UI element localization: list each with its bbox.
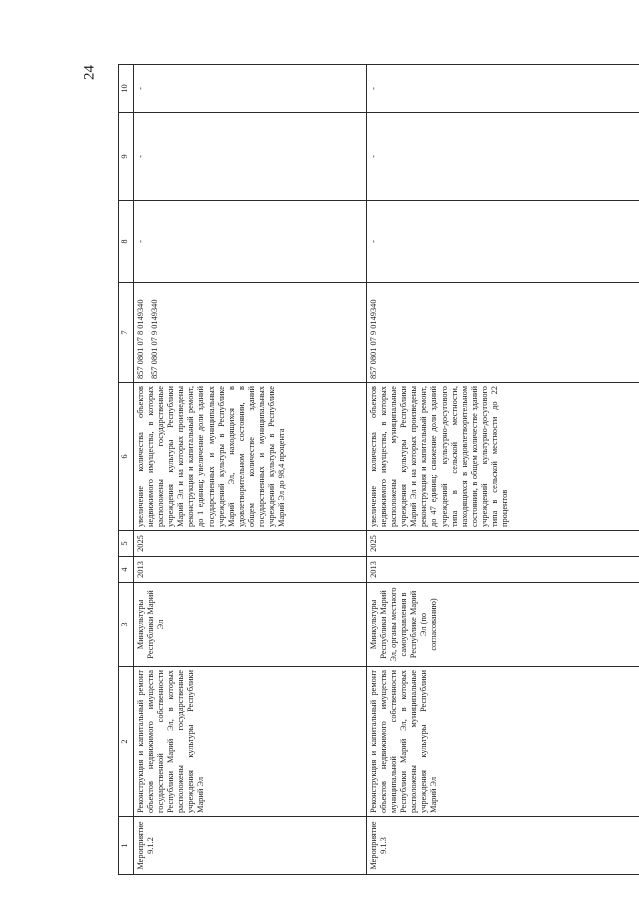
- expected-result-cell: увеличение количества объектов недвижимого имущества, в которых расположены государственные учреждения культуры Республики Марий Эл и на которых произведены реконструкция и капитальный ремонт, до 1 единиц; увеличение доли зданий государственных и муниципальных учреждений культуры в Республике Марий Эл, находящихся в удовлетворительном состоянии, в общем количестве зданий государственных и муниципальных учреждений культуры в Республике Марий Эл до 98,4 процента: [134, 383, 367, 531]
- col9-cell: -: [134, 113, 367, 201]
- header-cell-2: 2: [119, 667, 134, 817]
- end-year-cell: 2025: [367, 531, 639, 557]
- header-cell-9: 9: [119, 113, 134, 201]
- start-year-cell: 2013: [134, 557, 367, 583]
- header-cell-8: 8: [119, 201, 134, 283]
- table-row-measure-9-1-2: [134, 65, 367, 875]
- page-number: 24: [81, 65, 98, 80]
- col9-cell: -: [367, 113, 639, 201]
- budget-code-cell: [367, 283, 639, 383]
- measure-number-cell: Мероприятие 9.1.3: [367, 817, 639, 875]
- measure-number-cell: Мероприятие 9.1.2: [134, 817, 367, 875]
- header-cell-7: 7: [119, 283, 134, 383]
- start-year-cell: 2013: [367, 557, 639, 583]
- end-year-cell: 2025: [134, 531, 367, 557]
- responsible-executor-cell: Минкультуры Республики Марий Эл, органы местного самоуправления в Республике Марий Эл (по согласованию): [367, 583, 639, 667]
- rotated-table-container: [118, 65, 638, 875]
- responsible-executor-cell: Минкультуры Республики Марий Эл: [134, 583, 367, 667]
- header-cell-10: 10: [119, 65, 134, 113]
- budget-code-line: 857 0801 07 9 0149340: [150, 299, 160, 379]
- header-cell-6: 6: [119, 383, 134, 531]
- col8-cell: -: [134, 201, 367, 283]
- col10-cell: -: [367, 65, 639, 113]
- measures-table: [118, 64, 639, 875]
- col10-cell: -: [134, 65, 367, 113]
- header-cell-3: 3: [119, 583, 134, 667]
- table-header-row: [119, 65, 134, 875]
- budget-code-line: 857 0801 07 8 0149340: [136, 299, 145, 379]
- table-row-measure-9-1-3: [367, 65, 639, 875]
- measure-title-cell: Реконструкция и капитальный ремонт объектов недвижимого имущества муниципальной собственности Республики Марий Эл, в которых расположены муниципальные учреждения культуры Республики Марий Эл: [367, 667, 639, 817]
- expected-result-cell: увеличение количества объектов недвижимого имущества, в которых расположены муниципальные учреждения культуры Республики Марий Эл и на которых произведены реконструкция и капитальный ремонт, до 47 единиц; снижение доли зданий учреждений культурно-досугового типа в сельской местности, находящихся в неудовлетворительном состоянии, в общем количестве зданий учреждений культурно-досугового типа в сельской местности до 22 процентов: [367, 383, 639, 531]
- budget-code-cell: [134, 283, 367, 383]
- header-cell-4: 4: [119, 557, 134, 583]
- header-cell-5: 5: [119, 531, 134, 557]
- col8-cell: -: [367, 201, 639, 283]
- measure-title-cell: Реконструкция и капитальный ремонт объектов недвижимого имущества государственной собственности Республики Марий Эл, в которых расположены государственные учреждения культуры Республики Марий Эл: [134, 667, 367, 817]
- header-cell-1: 1: [119, 817, 134, 875]
- budget-code-line: 857 0801 07 9 0149340: [369, 299, 378, 379]
